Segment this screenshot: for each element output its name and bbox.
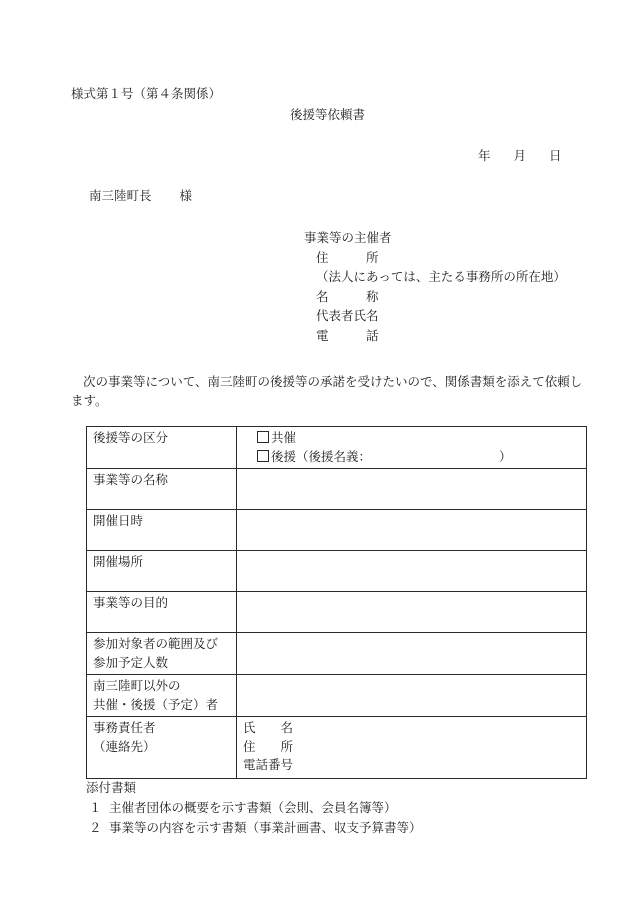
addressee-honorific: 様 [179, 188, 193, 203]
support-label-suffix: ） [499, 448, 512, 464]
table-row [87, 469, 587, 510]
attachment-item [89, 798, 397, 818]
organizer-representative-label: 代表者氏名 [316, 308, 379, 323]
organizer-phone-label: 電 話 [316, 327, 379, 343]
attachment-number: １ [89, 800, 102, 815]
contact-label-line2: （連絡先） [93, 738, 156, 754]
co-organizers-label-line1: 南三陸町以外の [93, 678, 181, 693]
date-day: 日 [549, 148, 562, 163]
organizer-block [304, 228, 566, 345]
organizer-heading: 事業等の主催者 [304, 230, 392, 245]
organizer-name-label: 名 称 [316, 288, 379, 304]
co-organizers-label-line2: 共催・後援（予定）者 [93, 696, 219, 712]
contact-label [87, 717, 237, 779]
event-name-label: 事業等の名称 [87, 469, 237, 510]
co-organizers-input[interactable] [237, 675, 587, 717]
organizer-address-label: 住 所 [316, 249, 379, 265]
event-datetime-input[interactable] [237, 510, 587, 551]
cosponsor-label: 共催 [271, 430, 297, 445]
participants-label-line2: 参加予定人数 [93, 654, 169, 670]
contact-address-label[interactable]: 住 所 [243, 738, 294, 754]
support-label-prefix: 後援（後援名義： [271, 448, 372, 464]
event-venue-label: 開催場所 [87, 551, 237, 592]
cosponsor-checkbox[interactable] [257, 431, 269, 443]
attachments-heading: 添付書類 [86, 780, 137, 795]
table-row [87, 427, 587, 469]
event-datetime-label: 開催日時 [87, 510, 237, 551]
attachment-text: 主催者団体の概要を示す書類（会則、会員名簿等） [109, 800, 397, 815]
attachment-text: 事業等の内容を示す書類（事業計画書、収支予算書等） [109, 820, 422, 835]
support-type-label: 後援等の区分 [87, 427, 237, 469]
event-venue-input[interactable] [237, 551, 587, 592]
addressee [89, 188, 192, 204]
contact-cell [237, 717, 587, 779]
attachment-item [89, 818, 422, 838]
date-line [478, 148, 562, 164]
option-cosponsor[interactable] [257, 429, 580, 448]
form-number: 様式第１号（第４条関係） [71, 86, 222, 101]
organizer-address-note: （法人にあっては、主たる事務所の所在地） [316, 269, 566, 284]
option-support[interactable] [257, 448, 580, 467]
request-form-table [86, 426, 587, 779]
table-row [87, 717, 587, 779]
table-row [87, 551, 587, 592]
table-row [87, 510, 587, 551]
attachment-number: ２ [89, 820, 102, 835]
request-body-text: 次の事業等について、南三陸町の後援等の承諾を受けたいので、関係書類を添えて依頼します。 [71, 374, 583, 408]
support-checkbox[interactable] [257, 450, 269, 462]
participants-label-line1: 参加対象者の範囲及び [93, 636, 219, 651]
event-name-input[interactable] [237, 469, 587, 510]
date-year: 年 [478, 148, 491, 163]
participants-input[interactable] [237, 633, 587, 675]
date-month: 月 [513, 148, 527, 163]
table-row [87, 633, 587, 675]
table-row [87, 592, 587, 633]
contact-phone-label[interactable]: 電話番号 [243, 757, 294, 772]
participants-label [87, 633, 237, 675]
support-type-cell [237, 427, 587, 469]
table-row [87, 675, 587, 717]
co-organizers-label [87, 675, 237, 717]
event-purpose-input[interactable] [237, 592, 587, 633]
contact-label-line1: 事務責任者 [93, 720, 156, 735]
document-title: 後援等依頼書 [290, 107, 366, 122]
addressee-name: 南三陸町長 [89, 188, 152, 203]
event-purpose-label: 事業等の目的 [87, 592, 237, 633]
contact-name-label[interactable]: 氏 名 [243, 720, 294, 735]
